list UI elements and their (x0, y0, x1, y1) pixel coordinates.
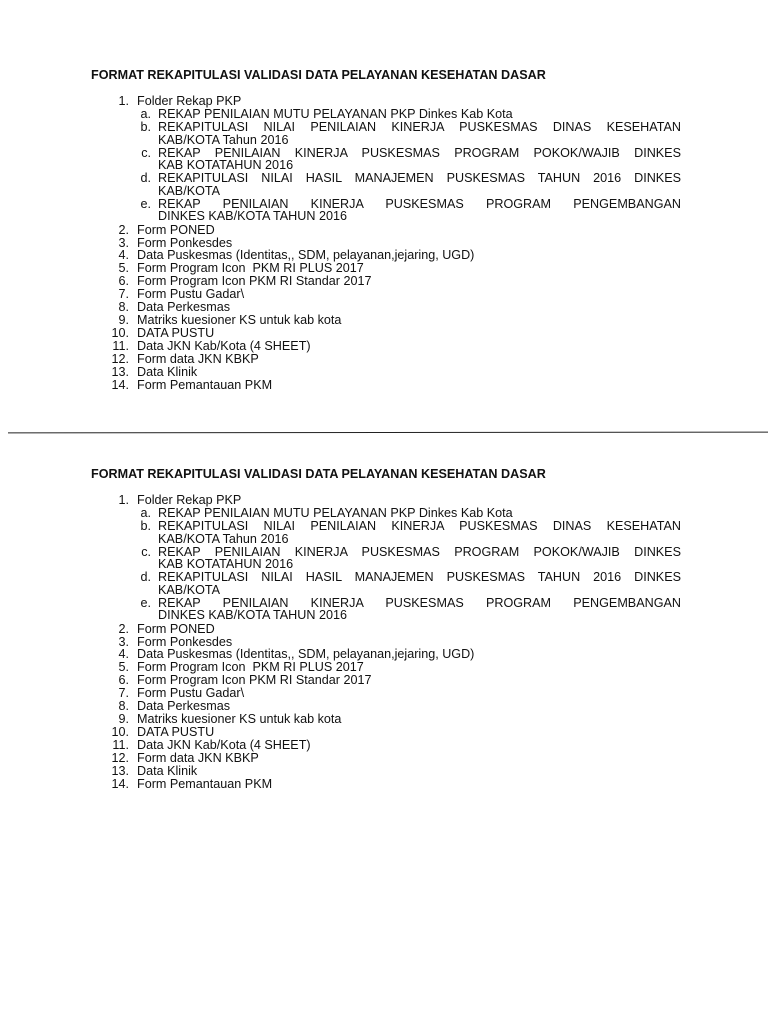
item-text: Form Program Icon PKM RI PLUS 2017 (137, 261, 364, 276)
item-text: Form PONED (137, 621, 215, 636)
sub-item (137, 121, 681, 145)
item-text: Form Pemantauan PKM (137, 377, 273, 392)
item-number: 13. (111, 364, 129, 379)
document-block-1 (91, 68, 681, 391)
sub-item-letter: d. (140, 171, 151, 186)
list-item (91, 494, 681, 621)
sub-item (137, 108, 681, 120)
list-item (91, 778, 681, 791)
item-text: Form data JKN KBKP (137, 351, 259, 366)
list-item (91, 95, 681, 222)
item-number: 12. (111, 351, 129, 366)
sub-item-text-line1: REKAPITULASI NILAI PENILAIAN KINERJA PUSKESMAS DINAS KESEHATAN (158, 120, 681, 135)
sub-item-text: REKAP PENILAIAN MUTU PELAYANAN PKP Dinkes Kab Kota (158, 106, 513, 121)
item-text: Form Program Icon PKM RI Standar 2017 (137, 673, 372, 688)
document-title: FORMAT REKAPITULASI VALIDASI DATA PELAYANAN KESEHATAN DASAR (91, 68, 546, 82)
item-text: Data Perkesmas (137, 300, 231, 315)
item-number: 12. (111, 750, 129, 765)
sub-item-text-line1: REKAP PENILAIAN KINERJA PUSKESMAS PROGRAM PENGEMBANGAN (158, 197, 681, 212)
sub-item-text-line1: REKAPITULASI NILAI HASIL MANAJEMEN PUSKESMAS TAHUN 2016 DINKES (158, 171, 681, 186)
item-number: 14. (111, 377, 129, 392)
sub-item-letter: a. (140, 106, 151, 121)
sub-item-text-line2: DINKES KAB/KOTA TAHUN 2016 (158, 608, 347, 623)
item-number: 2. (118, 621, 129, 636)
item-number: 3. (118, 235, 129, 250)
item-number: 1. (118, 493, 129, 507)
item-number: 5. (118, 660, 129, 675)
sub-item-letter: a. (140, 505, 151, 520)
sub-item-letter: e. (140, 197, 151, 212)
document-title: FORMAT REKAPITULASI VALIDASI DATA PELAYANAN KESEHATAN DASAR (91, 467, 546, 481)
item-number: 4. (118, 248, 129, 263)
item-text: Matriks kuesioner KS untuk kab kota (137, 313, 342, 328)
item-number: 9. (118, 313, 129, 328)
item-number: 1. (118, 94, 129, 108)
sub-item (137, 172, 681, 196)
item-text: Form Pustu Gadar\ (137, 686, 245, 701)
sub-item-letter: c. (141, 145, 151, 160)
item-text: Form Program Icon PKM RI Standar 2017 (137, 274, 372, 289)
item-text: Data Perkesmas (137, 699, 231, 714)
item-text: Folder Rekap PKP (137, 493, 242, 507)
item-number: 8. (118, 300, 129, 315)
item-number: 6. (118, 673, 129, 688)
sub-item-text-line2: KAB/KOTA Tahun 2016 (158, 132, 289, 147)
item-text: Matriks kuesioner KS untuk kab kota (137, 712, 342, 727)
sub-item-text-line2: KAB KOTATAHUN 2016 (158, 158, 294, 173)
item-text: Data Klinik (137, 763, 198, 778)
item-text: Data Puskesmas (Identitas,, SDM, pelayanan,jejaring, UGD) (137, 248, 475, 263)
sub-item-letter: b. (140, 120, 151, 135)
item-number: 5. (118, 261, 129, 276)
item-text: DATA PUSTU (137, 325, 215, 340)
sub-item-letter: c. (141, 544, 151, 559)
sub-item-letter: e. (140, 596, 151, 611)
sub-list (137, 108, 681, 223)
page-divider-line (8, 432, 768, 434)
sub-item (137, 147, 681, 171)
sub-item-letter: b. (140, 519, 151, 534)
item-number: 10. (111, 325, 129, 340)
sub-item-text-line2: KAB/KOTA (158, 582, 221, 597)
item-text: Form Ponkesdes (137, 634, 233, 649)
item-text: Data JKN Kab/Kota (4 SHEET) (137, 338, 311, 353)
sub-item-text-line1: REKAP PENILAIAN KINERJA PUSKESMAS PROGRAM POKOK/WAJIB DINKES (158, 145, 681, 160)
sub-item-letter: d. (140, 570, 151, 585)
sub-item (137, 597, 681, 621)
sub-item-text-line2: KAB/KOTA Tahun 2016 (158, 531, 289, 546)
item-text: Form data JKN KBKP (137, 750, 259, 765)
item-number: 7. (118, 686, 129, 701)
sub-item-text: REKAP PENILAIAN MUTU PELAYANAN PKP Dinkes Kab Kota (158, 505, 513, 520)
item-text: Data Klinik (137, 364, 198, 379)
sub-item-text-line2: KAB KOTATAHUN 2016 (158, 557, 294, 572)
item-text: Form Program Icon PKM RI PLUS 2017 (137, 660, 364, 675)
sub-item (137, 571, 681, 595)
item-number: 4. (118, 647, 129, 662)
item-number: 14. (111, 776, 129, 791)
sub-item-text-line1: REKAP PENILAIAN KINERJA PUSKESMAS PROGRAM POKOK/WAJIB DINKES (158, 544, 681, 559)
item-number: 6. (118, 274, 129, 289)
item-text: Folder Rekap PKP (137, 94, 242, 108)
sub-item (137, 546, 681, 570)
item-number: 8. (118, 699, 129, 714)
item-number: 13. (111, 763, 129, 778)
sub-item-text-line1: REKAP PENILAIAN KINERJA PUSKESMAS PROGRAM PENGEMBANGAN (158, 596, 681, 611)
item-number: 3. (118, 634, 129, 649)
sub-list (137, 507, 681, 622)
item-number: 2. (118, 222, 129, 237)
sub-item (137, 507, 681, 519)
sub-item-text-line2: DINKES KAB/KOTA TAHUN 2016 (158, 209, 347, 224)
item-number: 9. (118, 712, 129, 727)
sub-item-text-line1: REKAPITULASI NILAI PENILAIAN KINERJA PUSKESMAS DINAS KESEHATAN (158, 519, 681, 534)
sub-item-text-line1: REKAPITULASI NILAI HASIL MANAJEMEN PUSKESMAS TAHUN 2016 DINKES (158, 570, 681, 585)
item-number: 11. (112, 737, 129, 752)
item-text: Data Puskesmas (Identitas,, SDM, pelayanan,jejaring, UGD) (137, 647, 475, 662)
list-item (91, 379, 681, 392)
item-text: Data JKN Kab/Kota (4 SHEET) (137, 737, 311, 752)
sub-item (137, 198, 681, 222)
item-text: Form Pustu Gadar\ (137, 287, 245, 302)
sub-item (137, 520, 681, 544)
item-text: Form PONED (137, 222, 215, 237)
item-number: 7. (118, 287, 129, 302)
main-list (91, 95, 681, 391)
item-number: 10. (111, 724, 129, 739)
item-text: Form Ponkesdes (137, 235, 233, 250)
item-text: DATA PUSTU (137, 724, 215, 739)
item-text: Form Pemantauan PKM (137, 776, 273, 791)
document-block-2 (91, 467, 681, 790)
item-number: 11. (112, 338, 129, 353)
main-list (91, 494, 681, 790)
sub-item-text-line2: KAB/KOTA (158, 183, 221, 198)
